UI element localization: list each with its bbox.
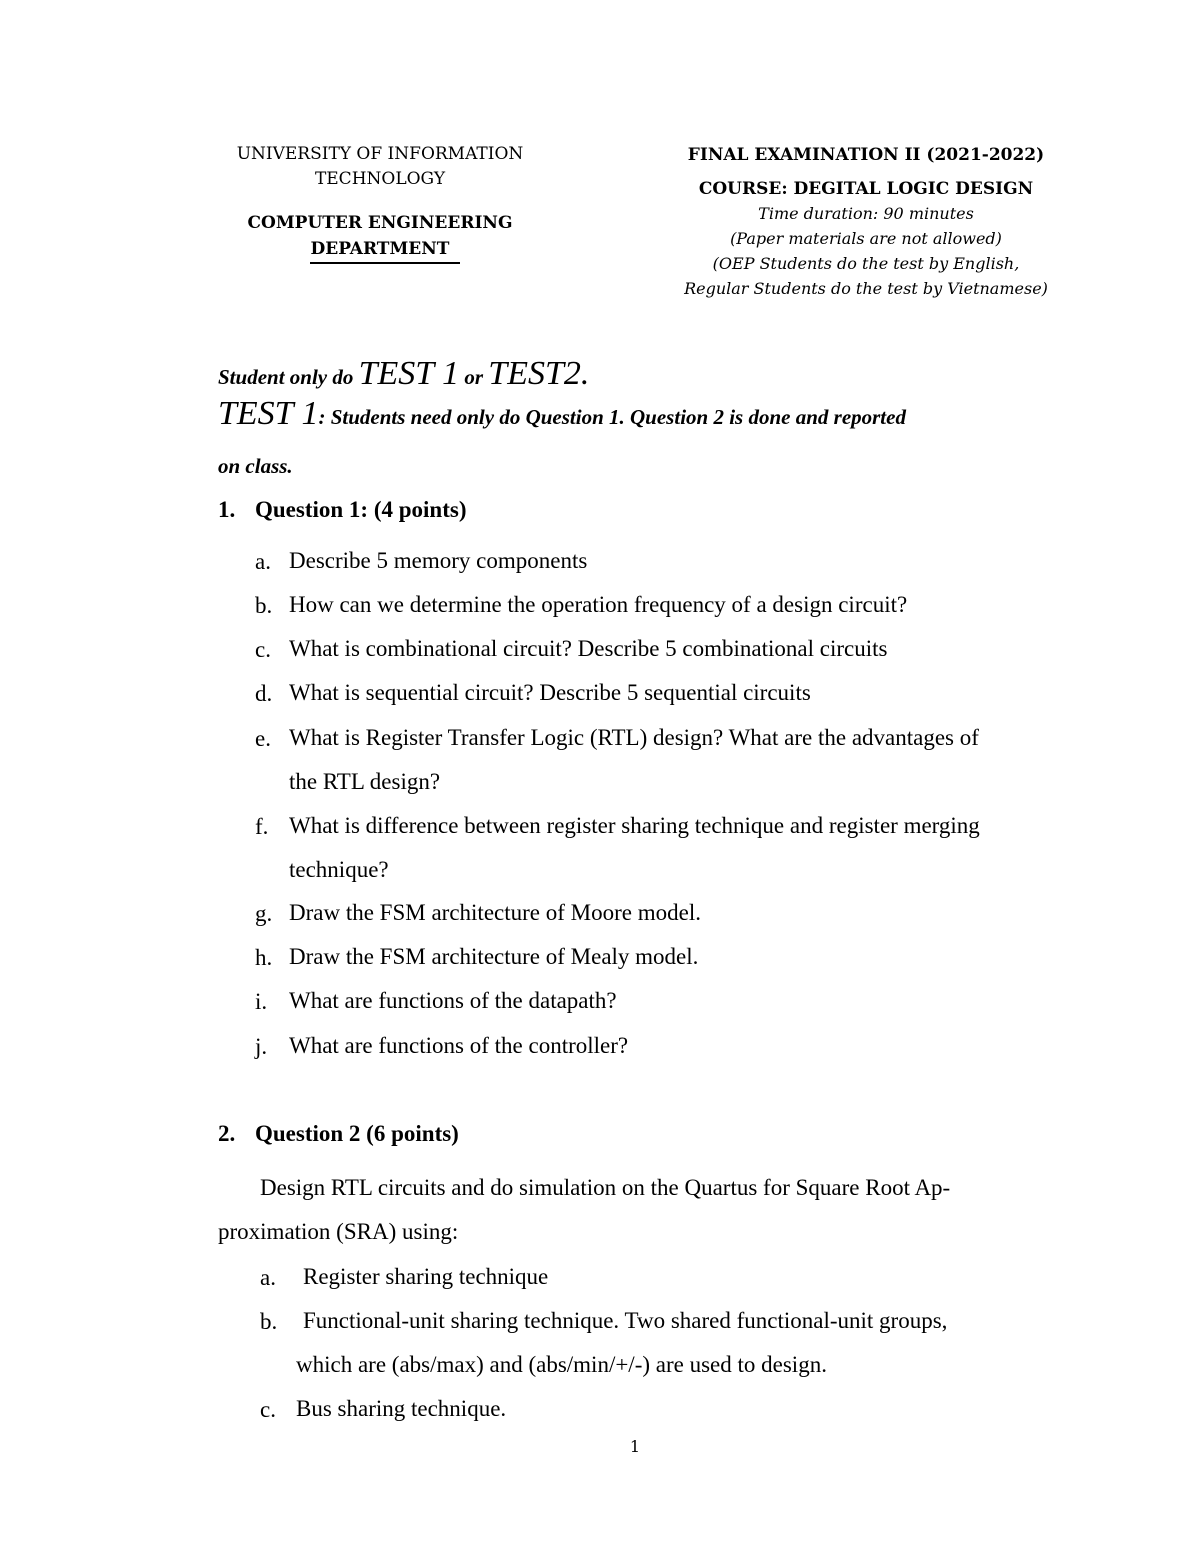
q1-item-c-label: c. [255, 637, 271, 662]
page-number: 1 [629, 1437, 641, 1456]
q1-item-i-label: i. [255, 989, 268, 1014]
q2-intro-line-2: proximation (SRA) using: [218, 1219, 459, 1244]
q1-item-a-label: a. [255, 549, 271, 574]
q1-item-e-label: e. [255, 726, 271, 751]
instruction-text: Student only do [218, 365, 359, 389]
regular-note: Regular Students do the test by Vietnamese) [684, 279, 1048, 298]
q1-item-b-label: b. [255, 593, 273, 618]
q1-item-d-label: d. [255, 681, 273, 706]
department-underline [310, 262, 460, 264]
department-line-1: COMPUTER ENGINEERING [247, 213, 513, 233]
department-line-2: DEPARTMENT [310, 239, 450, 259]
q1-item-j-label: j. [255, 1034, 268, 1059]
test1-instruction: : Students need only do Question 1. Question 2 is done and reported [318, 405, 906, 429]
q1-item-c-text: What is combinational circuit? Describe 5 combinational circuits [289, 636, 888, 661]
q1-item-h-label: h. [255, 945, 273, 970]
q2-intro-line-1: Design RTL circuits and do simulation on the Quartus for Square Root Ap- [260, 1175, 951, 1200]
test1-label: TEST 1 [358, 355, 460, 392]
course-title: COURSE: DEGITAL LOGIC DESIGN [698, 179, 1034, 199]
q1-item-f-label: f. [255, 814, 269, 839]
oep-note: (OEP Students do the test by English, [712, 254, 1020, 273]
instruction-line-3: on class. [218, 454, 293, 478]
time-duration: Time duration: 90 minutes [758, 204, 974, 223]
q1-item-e-text-line-2: the RTL design? [289, 769, 441, 794]
q2-item-b-label: b. [260, 1309, 278, 1334]
q1-item-i-text: What are functions of the datapath? [289, 988, 617, 1013]
university-name-line-2: TECHNOLOGY [314, 169, 446, 189]
q2-item-c-text: Bus sharing technique. [296, 1396, 507, 1421]
university-name-line-1: UNIVERSITY OF INFORMATION [236, 144, 524, 164]
q1-item-h-text: Draw the FSM architecture of Mealy model. [289, 944, 699, 969]
q2-item-a-label: a. [260, 1265, 276, 1290]
q1-item-f-text-line-1: What is difference between register sharing technique and register merging [289, 813, 980, 838]
q1-item-a-text: Describe 5 memory components [289, 548, 588, 573]
q1-item-g-text: Draw the FSM architecture of Moore model. [289, 900, 701, 925]
exam-title: FINAL EXAMINATION II (2021-2022) [687, 145, 1045, 165]
q1-item-b-text: How can we determine the operation frequency of a design circuit? [289, 592, 908, 617]
question-1-title: Question 1: (4 points) [255, 497, 467, 522]
q2-item-b-text-line-1: Functional-unit sharing technique. Two shared functional-unit groups, [303, 1308, 948, 1333]
q2-item-a-text: Register sharing technique [303, 1264, 549, 1289]
q1-item-e-text-line-1: What is Register Transfer Logic (RTL) design? What are the advantages of [289, 725, 979, 750]
question-2-number: 2. [218, 1121, 236, 1146]
q2-item-b-text-line-2: which are (abs/max) and (abs/min/+/-) are used to design. [296, 1352, 827, 1377]
test2-label: TEST2. [488, 355, 590, 392]
q1-item-g-label: g. [255, 901, 273, 926]
q2-item-c-label: c. [260, 1397, 276, 1422]
instruction-or: or [459, 365, 489, 389]
materials-note: (Paper materials are not allowed) [730, 229, 1002, 248]
question-2-title: Question 2 (6 points) [255, 1121, 459, 1146]
test1-heading: TEST 1 [218, 395, 319, 432]
instruction-line-2 [218, 394, 906, 440]
question-1-number: 1. [218, 497, 236, 522]
q1-item-f-text-line-2: technique? [289, 857, 389, 882]
q1-item-j-text: What are functions of the controller? [289, 1033, 629, 1058]
q1-item-d-text: What is sequential circuit? Describe 5 sequential circuits [289, 680, 811, 705]
